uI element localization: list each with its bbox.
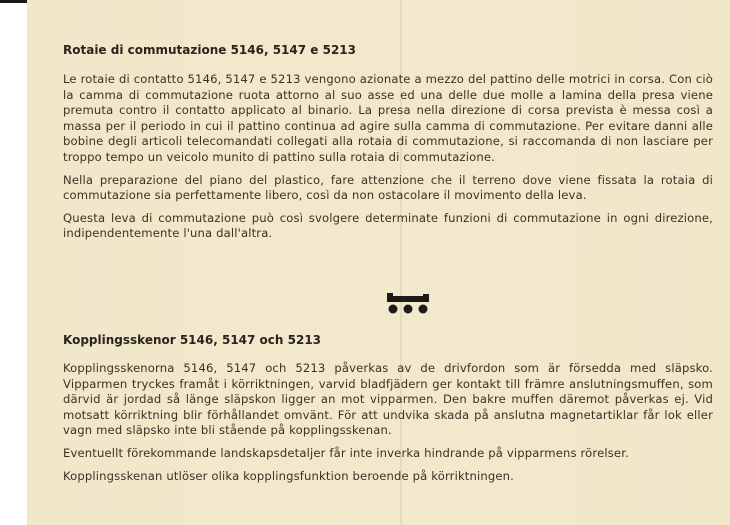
scan-edge-bar: [0, 0, 27, 3]
swedish-paragraph-2: Eventuellt förekommande landskapsdetaljer får inte inverka hindrande på vipparmens rörelser.: [63, 445, 629, 460]
italian-heading: Rotaie di commutazione 5146, 5147 e 5213: [63, 43, 356, 57]
scan-margin: [0, 0, 27, 525]
swedish-heading: Kopplingsskenor 5146, 5147 och 5213: [63, 333, 322, 347]
italian-section: [63, 42, 713, 242]
swedish-paragraph-3: Kopplingsskenan utlöser olika kopplingsfunktion beroende på körriktningen.: [63, 468, 514, 483]
document-page: [27, 0, 730, 525]
locomotive-icon: [385, 293, 431, 315]
swedish-paragraph-1: Kopplingsskenorna 5146, 5147 och 5213 påverkas av de drivfordon som är försedda med släpsko. Vipparmen tryckes framåt i körriktningen, varvid bladfjädern ger kontakt till främre anslutningsmuffen, som därvid är jordad så länge släpskon ligger an mot vipparmen. Den bakre muffen däremot påverkas ej. Vid motsatt körriktning blir förhållandet omvänt. För att undvika skada på anslutna magnetartiklar får lok eller vagn med släpsko inte bli stående på kopplingsskenan.: [63, 361, 713, 438]
italian-paragraph-2: Nella preparazione del piano del plastico, fare attenzione che il terreno dove viene fissata la rotaia di commutazione sia perfettamente libero, così da non ostacolare il movimento della leva.: [63, 172, 713, 203]
italian-paragraph-1: Le rotaie di contatto 5146, 5147 e 5213 vengono azionate a mezzo del pattino delle motrici in corsa. Con ciò la camma di commutazione ruota attorno al suo asse ed una delle due molle a lamina della presa viene premuta contro il contatto applicato al binario. La presa nella direzione di corsa prevista è messa così a massa per il periodo in cui il pattino continua ad agire sulla camma di commutazione. Per evitare danni alle bobine degli articoli telecomandati collegati alla rotaia di commutazione, si raccomanda di non lasciare per troppo tempo un veicolo munito di pattino sulla rotaia di commutazione.: [63, 72, 713, 164]
italian-paragraph-3: Questa leva di commutazione può così svolgere determinate funzioni di commutazione in ogni direzione, indipendentemente l'una dall'altra.: [63, 210, 713, 241]
swedish-section: [63, 332, 713, 484]
